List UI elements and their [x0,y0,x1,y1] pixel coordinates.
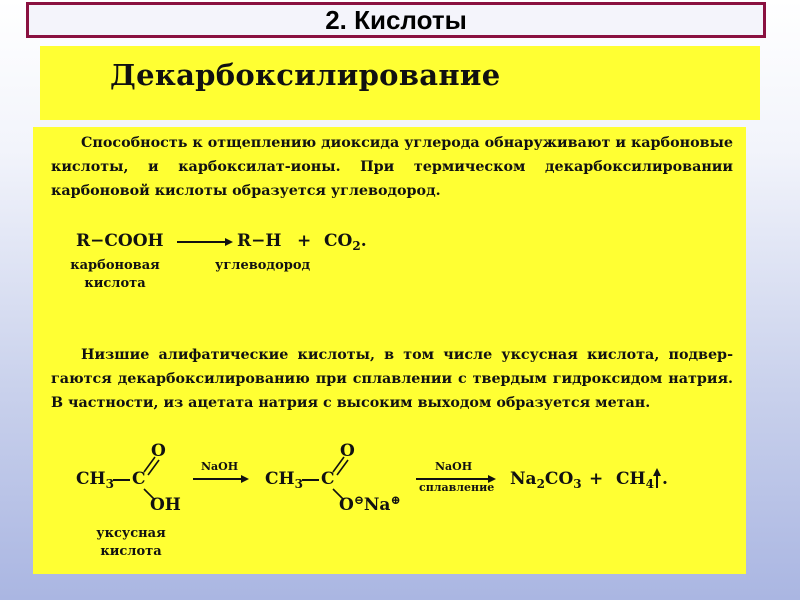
slide-title-bar [26,2,766,38]
methane: $CH_4$ [616,469,654,491]
paragraph-decarboxylation-intro: Способность к отщеплению диоксида углерода обнаруживают и карбоновые кислоты, и карбоксилат-ионы. При термическом декарбоксилировании карбоновой кислоты образуется углеводород. [51,135,733,199]
section-heading: Декарбоксилирование [110,58,501,92]
acetate-carbon: C [321,469,335,489]
acetic-carbon: C [132,469,146,489]
acetic-acid-caption: уксусная кислота [96,526,166,559]
acetic-ch3: $CH_3$ [76,469,114,491]
acetate-ch3: $CH_3$ [265,469,303,491]
product-caption: углеводород [215,258,311,273]
reactant-formula: R−COOH [76,231,164,251]
content-panel [33,127,746,574]
acetic-oxygen: O [151,441,166,461]
reactant-caption: карбоновая кислота [70,258,160,291]
heading-box [40,46,760,120]
sodium-carbonate: $Na_2CO_3$ [510,469,582,491]
product-formula: R−H [237,231,282,251]
condition-fusion: сплавление [419,481,495,494]
acetate-oxygen: O [340,441,355,461]
co2-formula: $CO_2$. [324,231,367,253]
plus-sign: + [297,231,312,251]
acetic-oh: OH [150,495,181,515]
reagent-naoh-2: NaOH [435,460,473,473]
plus-sign-2: + [589,469,604,489]
end-dot: . [662,469,668,489]
acetate-o-na: O⊖Na⊕ [339,493,401,515]
slide-title: 2. Кислоты [325,4,467,35]
paragraph-acetate-decarboxylation: Низшие алифатические кислоты, в том числе уксусная кислота, подвергаются декарбоксилированию при сплавлении с твердым гидроксидом натрия. В частности, из ацетата натрия с высоким выходом образуется метан. [51,347,733,411]
reagent-naoh-1: NaOH [201,460,239,473]
